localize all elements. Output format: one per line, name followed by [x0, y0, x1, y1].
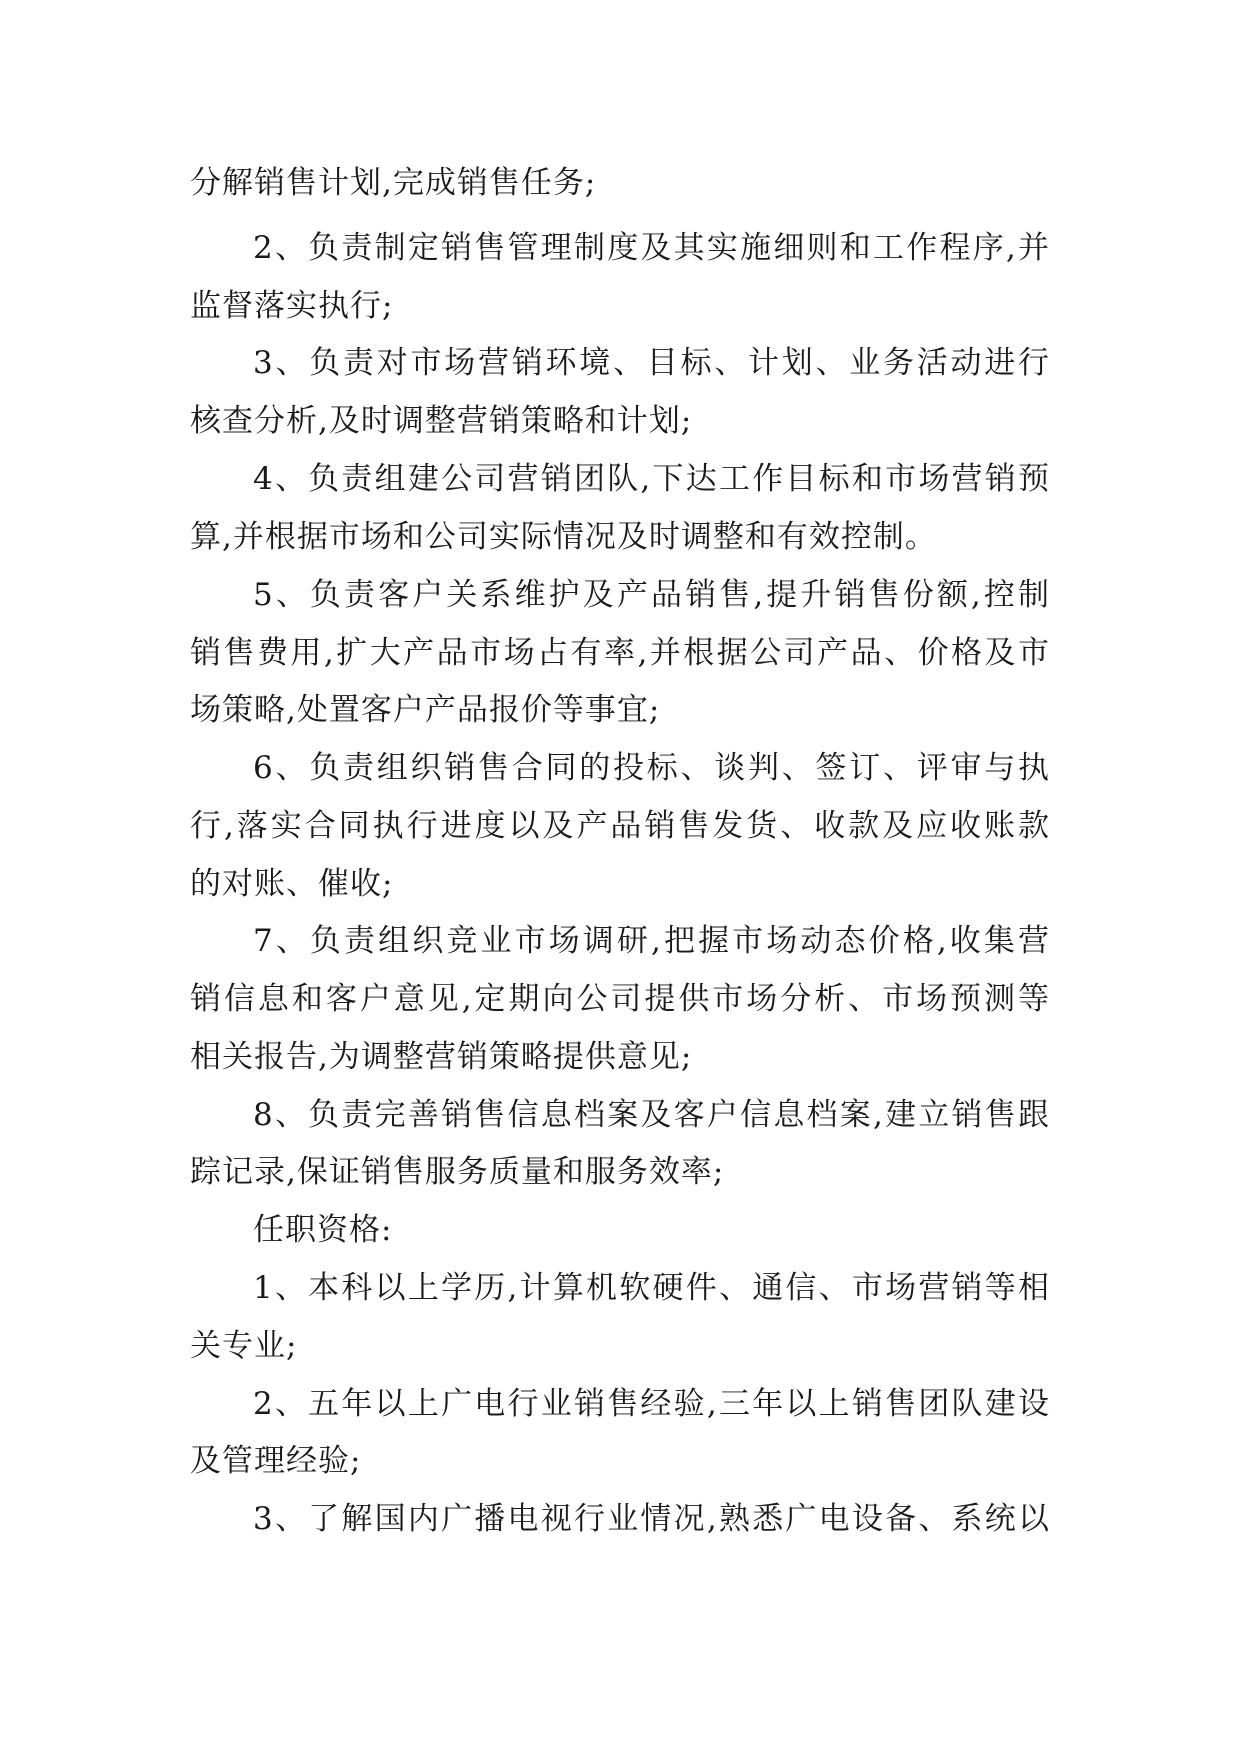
text-line: 核查分析,及时调整营销策略和计划;: [190, 403, 693, 439]
section-heading: 任职资格:: [253, 1212, 393, 1248]
text-line: 销售费用,扩大产品市场占有率,并根据公司产品、价格及市: [190, 635, 1050, 671]
text-line: 5、负责客户关系维护及产品销售,提升销售份额,控制: [253, 577, 1050, 613]
text-line: 7、负责组织竞业市场调研,把握市场动态价格,收集营: [253, 923, 1050, 959]
text-line: 3、负责对市场营销环境、目标、计划、业务活动进行: [253, 345, 1050, 381]
text-line: 2、五年以上广电行业销售经验,三年以上销售团队建设: [253, 1386, 1050, 1422]
text-line: 销信息和客户意见,定期向公司提供市场分析、市场预测等: [190, 981, 1050, 1017]
text-line: 1、本科以上学历,计算机软硬件、通信、市场营销等相: [253, 1270, 1050, 1306]
text-line: 及管理经验;: [190, 1443, 362, 1479]
text-line: 分解销售计划,完成销售任务;: [190, 165, 597, 201]
text-line: 关专业;: [190, 1328, 298, 1364]
text-line: 的对账、催收;: [190, 866, 394, 902]
text-line: 行,落实合同执行进度以及产品销售发货、收款及应收账款: [190, 808, 1050, 844]
text-line: 8、负责完善销售信息档案及客户信息档案,建立销售跟: [253, 1097, 1050, 1133]
text-line: 6、负责组织销售合同的投标、谈判、签订、评审与执: [253, 750, 1050, 786]
text-line: 监督落实执行;: [190, 288, 394, 324]
text-line: 2、负责制定销售管理制度及其实施细则和工作程序,并: [253, 230, 1050, 266]
text-line: 场策略,处置客户产品报价等事宜;: [190, 692, 661, 728]
text-line: 踪记录,保证销售服务质量和服务效率;: [190, 1154, 725, 1190]
text-line: 相关报告,为调整营销策略提供意见;: [190, 1039, 693, 1075]
text-line: 4、负责组建公司营销团队,下达工作目标和市场营销预: [253, 461, 1050, 497]
text-line: 3、了解国内广播电视行业情况,熟悉广电设备、系统以: [253, 1501, 1050, 1537]
text-line: 算,并根据市场和公司实际情况及时调整和有效控制。: [190, 519, 937, 555]
